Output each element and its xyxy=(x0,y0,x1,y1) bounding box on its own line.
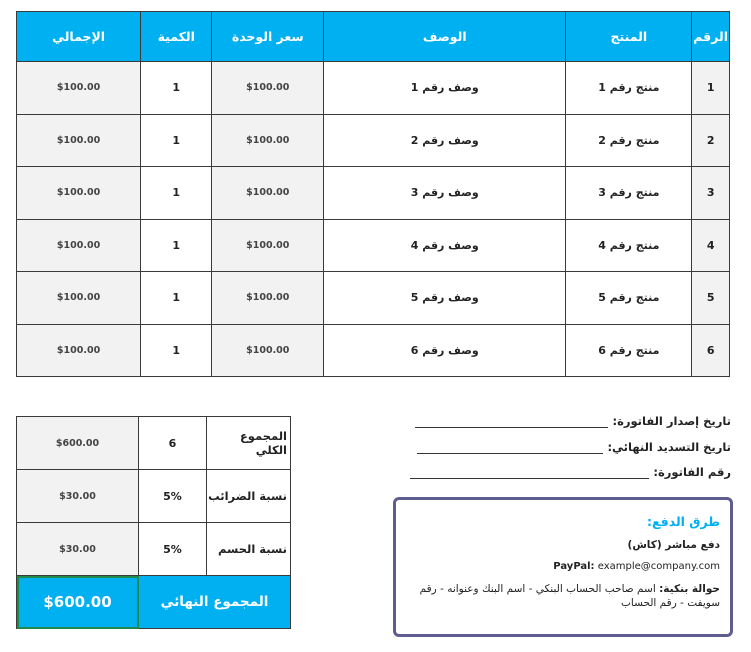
row-description: وصف رقم 5 xyxy=(324,272,566,325)
header-unit-price: سعر الوحدة xyxy=(212,12,324,62)
row-number: 3 xyxy=(692,167,730,220)
tax-label: نسبة الضرائب xyxy=(207,470,291,523)
row-number: 4 xyxy=(692,219,730,272)
row-product: منتج رقم 1 xyxy=(566,62,692,115)
cash-label: دفع مباشر (كاش) xyxy=(627,539,720,551)
row-quantity: 1 xyxy=(141,219,212,272)
row-total: $100.00 xyxy=(17,324,141,377)
table-row xyxy=(17,272,730,325)
row-description: وصف رقم 2 xyxy=(324,114,566,167)
discount-row xyxy=(17,523,291,576)
subtotal-row xyxy=(17,417,291,470)
row-quantity: 1 xyxy=(141,324,212,377)
issue-date-blank[interactable] xyxy=(415,417,608,428)
subtotal-value: $600.00 xyxy=(17,417,139,470)
items-table xyxy=(16,11,730,377)
due-date-label: تاريخ التسديد النهائي: xyxy=(607,440,731,454)
payment-cash xyxy=(406,539,720,551)
row-description: وصف رقم 3 xyxy=(324,167,566,220)
payment-paypal xyxy=(406,561,720,572)
row-total: $100.00 xyxy=(17,114,141,167)
row-number: 6 xyxy=(692,324,730,377)
row-product: منتج رقم 5 xyxy=(566,272,692,325)
row-description: وصف رقم 4 xyxy=(324,219,566,272)
invoice-number-line xyxy=(410,465,731,479)
row-quantity: 1 xyxy=(141,272,212,325)
final-total-row xyxy=(17,576,291,629)
tax-rate: 5% xyxy=(139,470,207,523)
header-product: المنتج xyxy=(566,12,692,62)
header-number: الرقم xyxy=(692,12,730,62)
row-number: 1 xyxy=(692,62,730,115)
row-number: 5 xyxy=(692,272,730,325)
issue-date-line xyxy=(415,414,731,428)
payment-title: طرق الدفع: xyxy=(647,514,720,529)
row-total: $100.00 xyxy=(17,272,141,325)
header-quantity: الكمية xyxy=(141,12,212,62)
row-number: 2 xyxy=(692,114,730,167)
table-row xyxy=(17,62,730,115)
payment-bank-transfer xyxy=(406,582,720,610)
row-quantity: 1 xyxy=(141,114,212,167)
invoice-number-blank[interactable] xyxy=(410,468,649,479)
discount-label: نسبة الحسم xyxy=(207,523,291,576)
row-product: منتج رقم 3 xyxy=(566,167,692,220)
discount-rate: 5% xyxy=(139,523,207,576)
row-unit-price: $100.00 xyxy=(212,324,324,377)
row-unit-price: $100.00 xyxy=(212,219,324,272)
table-row xyxy=(17,114,730,167)
row-quantity: 1 xyxy=(141,62,212,115)
paypal-label: PayPal: xyxy=(553,561,595,572)
header-total: الإجمالي xyxy=(17,12,141,62)
row-description: وصف رقم 1 xyxy=(324,62,566,115)
row-unit-price: $100.00 xyxy=(212,62,324,115)
row-unit-price: $100.00 xyxy=(212,167,324,220)
row-total: $100.00 xyxy=(17,62,141,115)
row-quantity: 1 xyxy=(141,167,212,220)
row-total: $100.00 xyxy=(17,219,141,272)
row-product: منتج رقم 4 xyxy=(566,219,692,272)
due-date-blank[interactable] xyxy=(417,443,603,454)
row-total: $100.00 xyxy=(17,167,141,220)
header-description: الوصف xyxy=(324,12,566,62)
final-total-value[interactable]: $600.00 xyxy=(17,576,139,629)
row-unit-price: $100.00 xyxy=(212,114,324,167)
table-row xyxy=(17,167,730,220)
due-date-line xyxy=(417,440,731,454)
issue-date-label: تاريخ إصدار الفاتورة: xyxy=(612,414,731,428)
row-product: منتج رقم 6 xyxy=(566,324,692,377)
discount-value: $30.00 xyxy=(17,523,139,576)
items-header-row xyxy=(17,12,730,62)
tax-row xyxy=(17,470,291,523)
tax-value: $30.00 xyxy=(17,470,139,523)
totals-table xyxy=(16,416,291,629)
subtotal-quantity: 6 xyxy=(139,417,207,470)
bank-details: اسم صاحب الحساب البنكي - اسم البنك وعنوانه - رقم سويفت - رقم الحساب xyxy=(419,583,720,609)
subtotal-label: المجموع الكلي xyxy=(207,417,291,470)
bank-label: حوالة بنكية: xyxy=(659,583,720,595)
row-unit-price: $100.00 xyxy=(212,272,324,325)
table-row xyxy=(17,219,730,272)
paypal-email: example@company.com xyxy=(597,561,720,572)
payment-methods-box xyxy=(393,497,733,637)
row-product: منتج رقم 2 xyxy=(566,114,692,167)
row-description: وصف رقم 6 xyxy=(324,324,566,377)
invoice-number-label: رقم الفاتورة: xyxy=(653,465,731,479)
table-row xyxy=(17,324,730,377)
final-total-label: المجموع النهائي xyxy=(139,576,291,629)
